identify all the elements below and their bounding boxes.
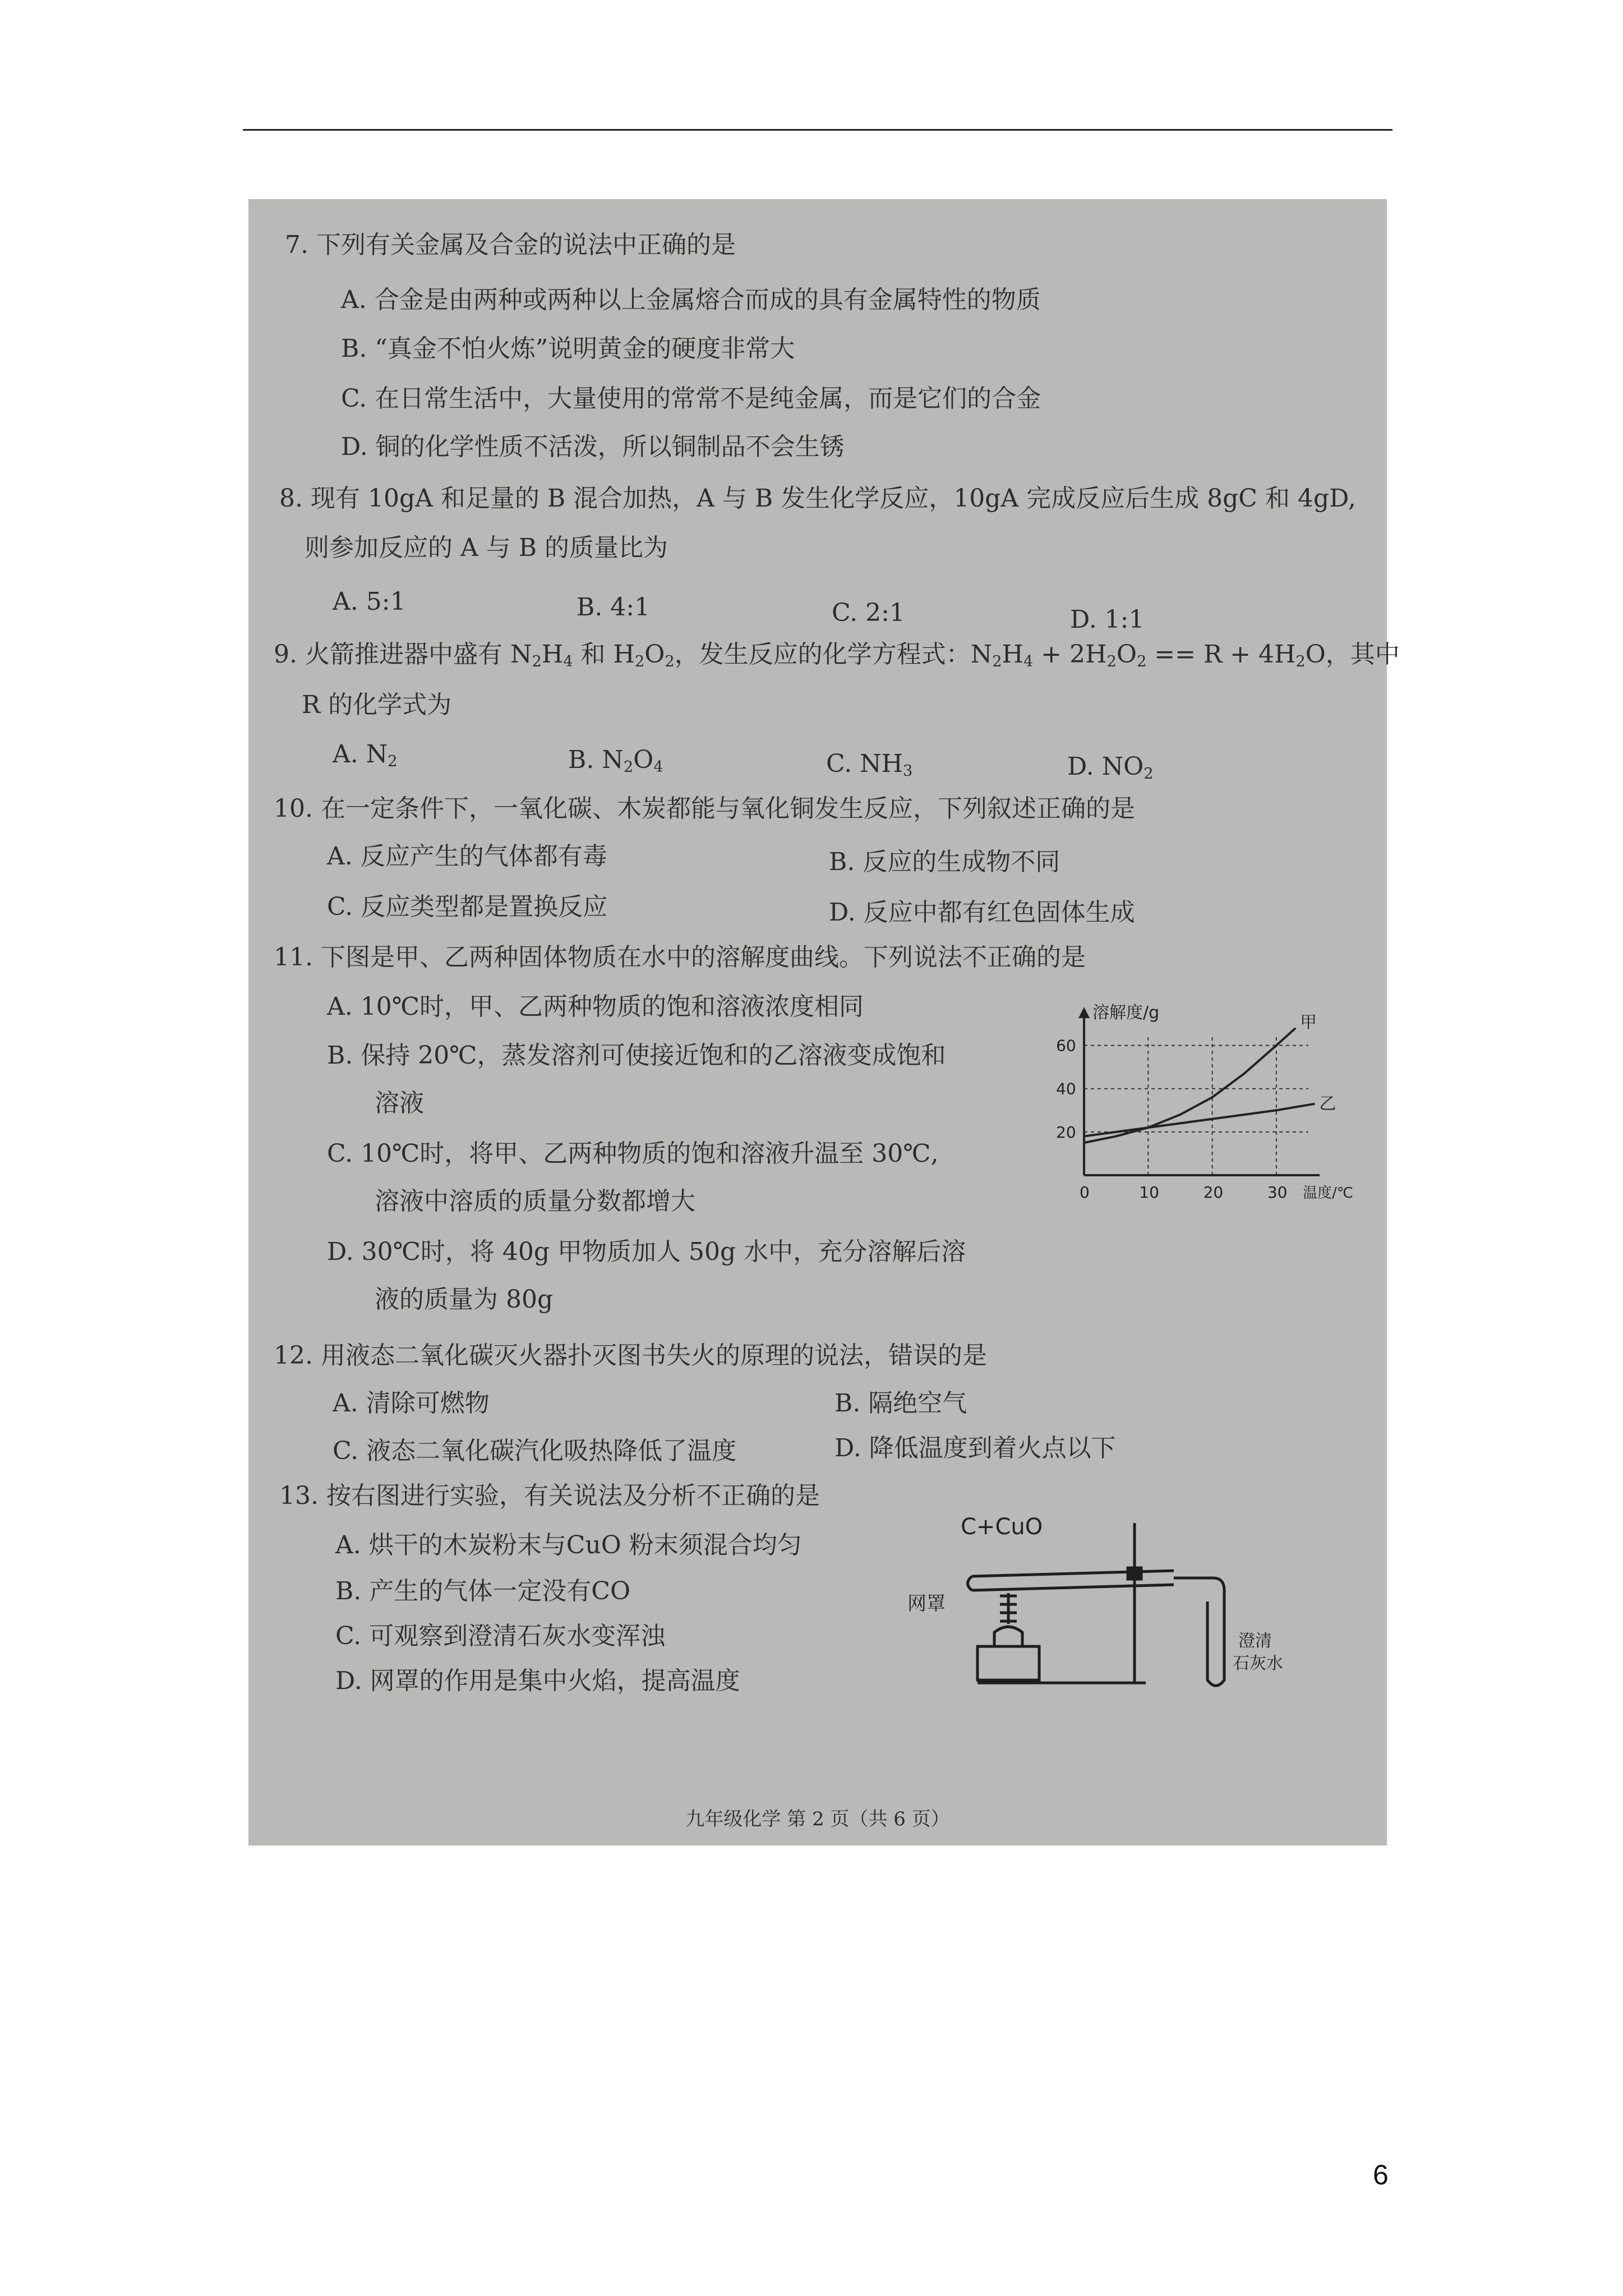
exam-photo [248, 199, 1400, 1846]
x-tick-label: 20 [1203, 1183, 1224, 1202]
q10-stem: 10. 在一定条件下，一氧化碳、木炭都能与氧化铜发生反应，下列叙述正确的是 [274, 794, 1135, 823]
q13-option-a: A. 烘干的木炭粉末与CuO 粉末须混合均匀 [335, 1531, 802, 1559]
q13-option-b: B. 产生的气体一定没有CO [335, 1577, 631, 1605]
q7-option-a: A. 合金是由两种或两种以上金属熔合而成的具有金属特性的物质 [341, 286, 1041, 314]
q11-option-a: A. 10℃时，甲、乙两种物质的饱和溶液浓度相同 [327, 992, 864, 1021]
q11-stem: 11. 下图是甲、乙两种固体物质在水中的溶解度曲线。下列说法不正确的是 [274, 943, 1086, 972]
diagram-label-limewater-1: 澄清 [1238, 1631, 1272, 1651]
q13-option-c: C. 可观察到澄清石灰水变浑浊 [335, 1622, 666, 1650]
y-axis-arrow [1078, 1007, 1090, 1018]
q11-option-c-cont: 溶液中溶质的质量分数都增大 [375, 1187, 695, 1216]
q7-option-c: C. 在日常生活中，大量使用的常常不是纯金属，而是它们的合金 [341, 384, 1041, 413]
q9-stem-line2: R 的化学式为 [302, 691, 452, 719]
q13-stem: 13. 按右图进行实验，有关说法及分析不正确的是 [279, 1481, 820, 1510]
apparatus-diagram [907, 1512, 1314, 1703]
top-rule [243, 129, 1393, 131]
q9-option-a: A. $N_2$ [333, 740, 398, 770]
q12-stem: 12. 用液态二氧化碳灭火器扑灭图书失火的原理的说法，错误的是 [274, 1341, 987, 1370]
series-label-yi: 乙 [1319, 1094, 1336, 1114]
q12-option-c: C. 液态二氧化碳汽化吸热降低了温度 [333, 1437, 737, 1465]
y-tick-label: 60 [1056, 1036, 1076, 1055]
q12-option-d: D. 降低温度到着火点以下 [834, 1434, 1116, 1462]
series-label-jia: 甲 [1300, 1013, 1317, 1033]
exam-footer: 九年级化学 第 2 页（共 6 页） [685, 1808, 950, 1830]
x-tick-label: 30 [1267, 1183, 1288, 1202]
series-line-jia [1084, 1028, 1295, 1143]
q8-option-b: B. 4:1 [577, 593, 651, 622]
diagram-label-limewater-2: 石灰水 [1233, 1654, 1283, 1673]
diagram-label-reactant: C+CuO [961, 1514, 1043, 1540]
q9-option-c: C. $NH_3$ [826, 749, 913, 780]
q12-option-a: A. 清除可燃物 [333, 1389, 490, 1418]
q13-option-d: D. 网罩的作用是集中火焰，提高温度 [335, 1667, 740, 1695]
y-tick-label: 20 [1056, 1122, 1076, 1142]
q10-option-c: C. 反应类型都是置换反应 [327, 892, 608, 921]
q8-option-d: D. 1:1 [1070, 605, 1145, 634]
q10-option-a: A. 反应产生的气体都有毒 [327, 842, 607, 871]
q10-option-b: B. 反应的生成物不同 [829, 848, 1061, 876]
q11-option-b-cont: 溶液 [375, 1089, 424, 1117]
x-axis-label: 温度/℃ [1303, 1185, 1353, 1202]
q8-stem-line1: 8. 现有 10gA 和足量的 B 混合加热，A 与 B 发生化学反应，10gA 完成反应后生成 8gC 和 4gD, [279, 484, 1356, 513]
solubility-chart [1050, 1003, 1353, 1202]
q11-option-b: B. 保持 20℃，蒸发溶剂可使接近饱和的乙溶液变成饱和 [327, 1041, 946, 1070]
page-number: 6 [1373, 2159, 1389, 2191]
q11-option-d: D. 30℃时，将 40g 甲物质加人 50g 水中，充分溶解后溶 [327, 1237, 966, 1266]
q10-option-d: D. 反应中都有红色固体生成 [829, 898, 1135, 927]
q9-stem-line1: 9. 火箭推进器中盛有 $N_2H_4$ 和 $H_2O_2$，发生反应的化学方程式：$N_2H_4 + 2H_2O_2 == R + 4H_2O$，其中 [274, 640, 1400, 670]
diagram-label-gauze: 网罩 [907, 1593, 946, 1615]
q9-option-d: D. $NO_2$ [1067, 752, 1154, 783]
q7-stem: 7. 下列有关金属及合金的说法中正确的是 [285, 231, 736, 259]
q8-stem-line2: 则参加反应的 A 与 B 的质量比为 [305, 533, 668, 562]
q7-option-d: D. 铜的化学性质不活泼，所以铜制品不会生锈 [341, 432, 845, 461]
q11-option-c: C. 10℃时，将甲、乙两种物质的饱和溶液升温至 30℃, [327, 1139, 939, 1168]
q11-option-d-cont: 液的质量为 80g [375, 1285, 554, 1314]
q12-option-b: B. 隔绝空气 [834, 1389, 967, 1418]
q8-option-a: A. 5:1 [333, 587, 406, 616]
y-tick-label: 40 [1056, 1079, 1076, 1098]
x-tick-label: 0 [1080, 1183, 1090, 1202]
y-axis-label: 溶解度/g [1092, 1003, 1160, 1023]
q8-option-c: C. 2:1 [832, 599, 905, 627]
x-tick-label: 10 [1139, 1183, 1159, 1202]
q7-option-b: B. “真金不怕火炼”说明黄金的硬度非常大 [341, 334, 795, 363]
q9-option-b: B. $N_2O_4$ [568, 746, 663, 776]
